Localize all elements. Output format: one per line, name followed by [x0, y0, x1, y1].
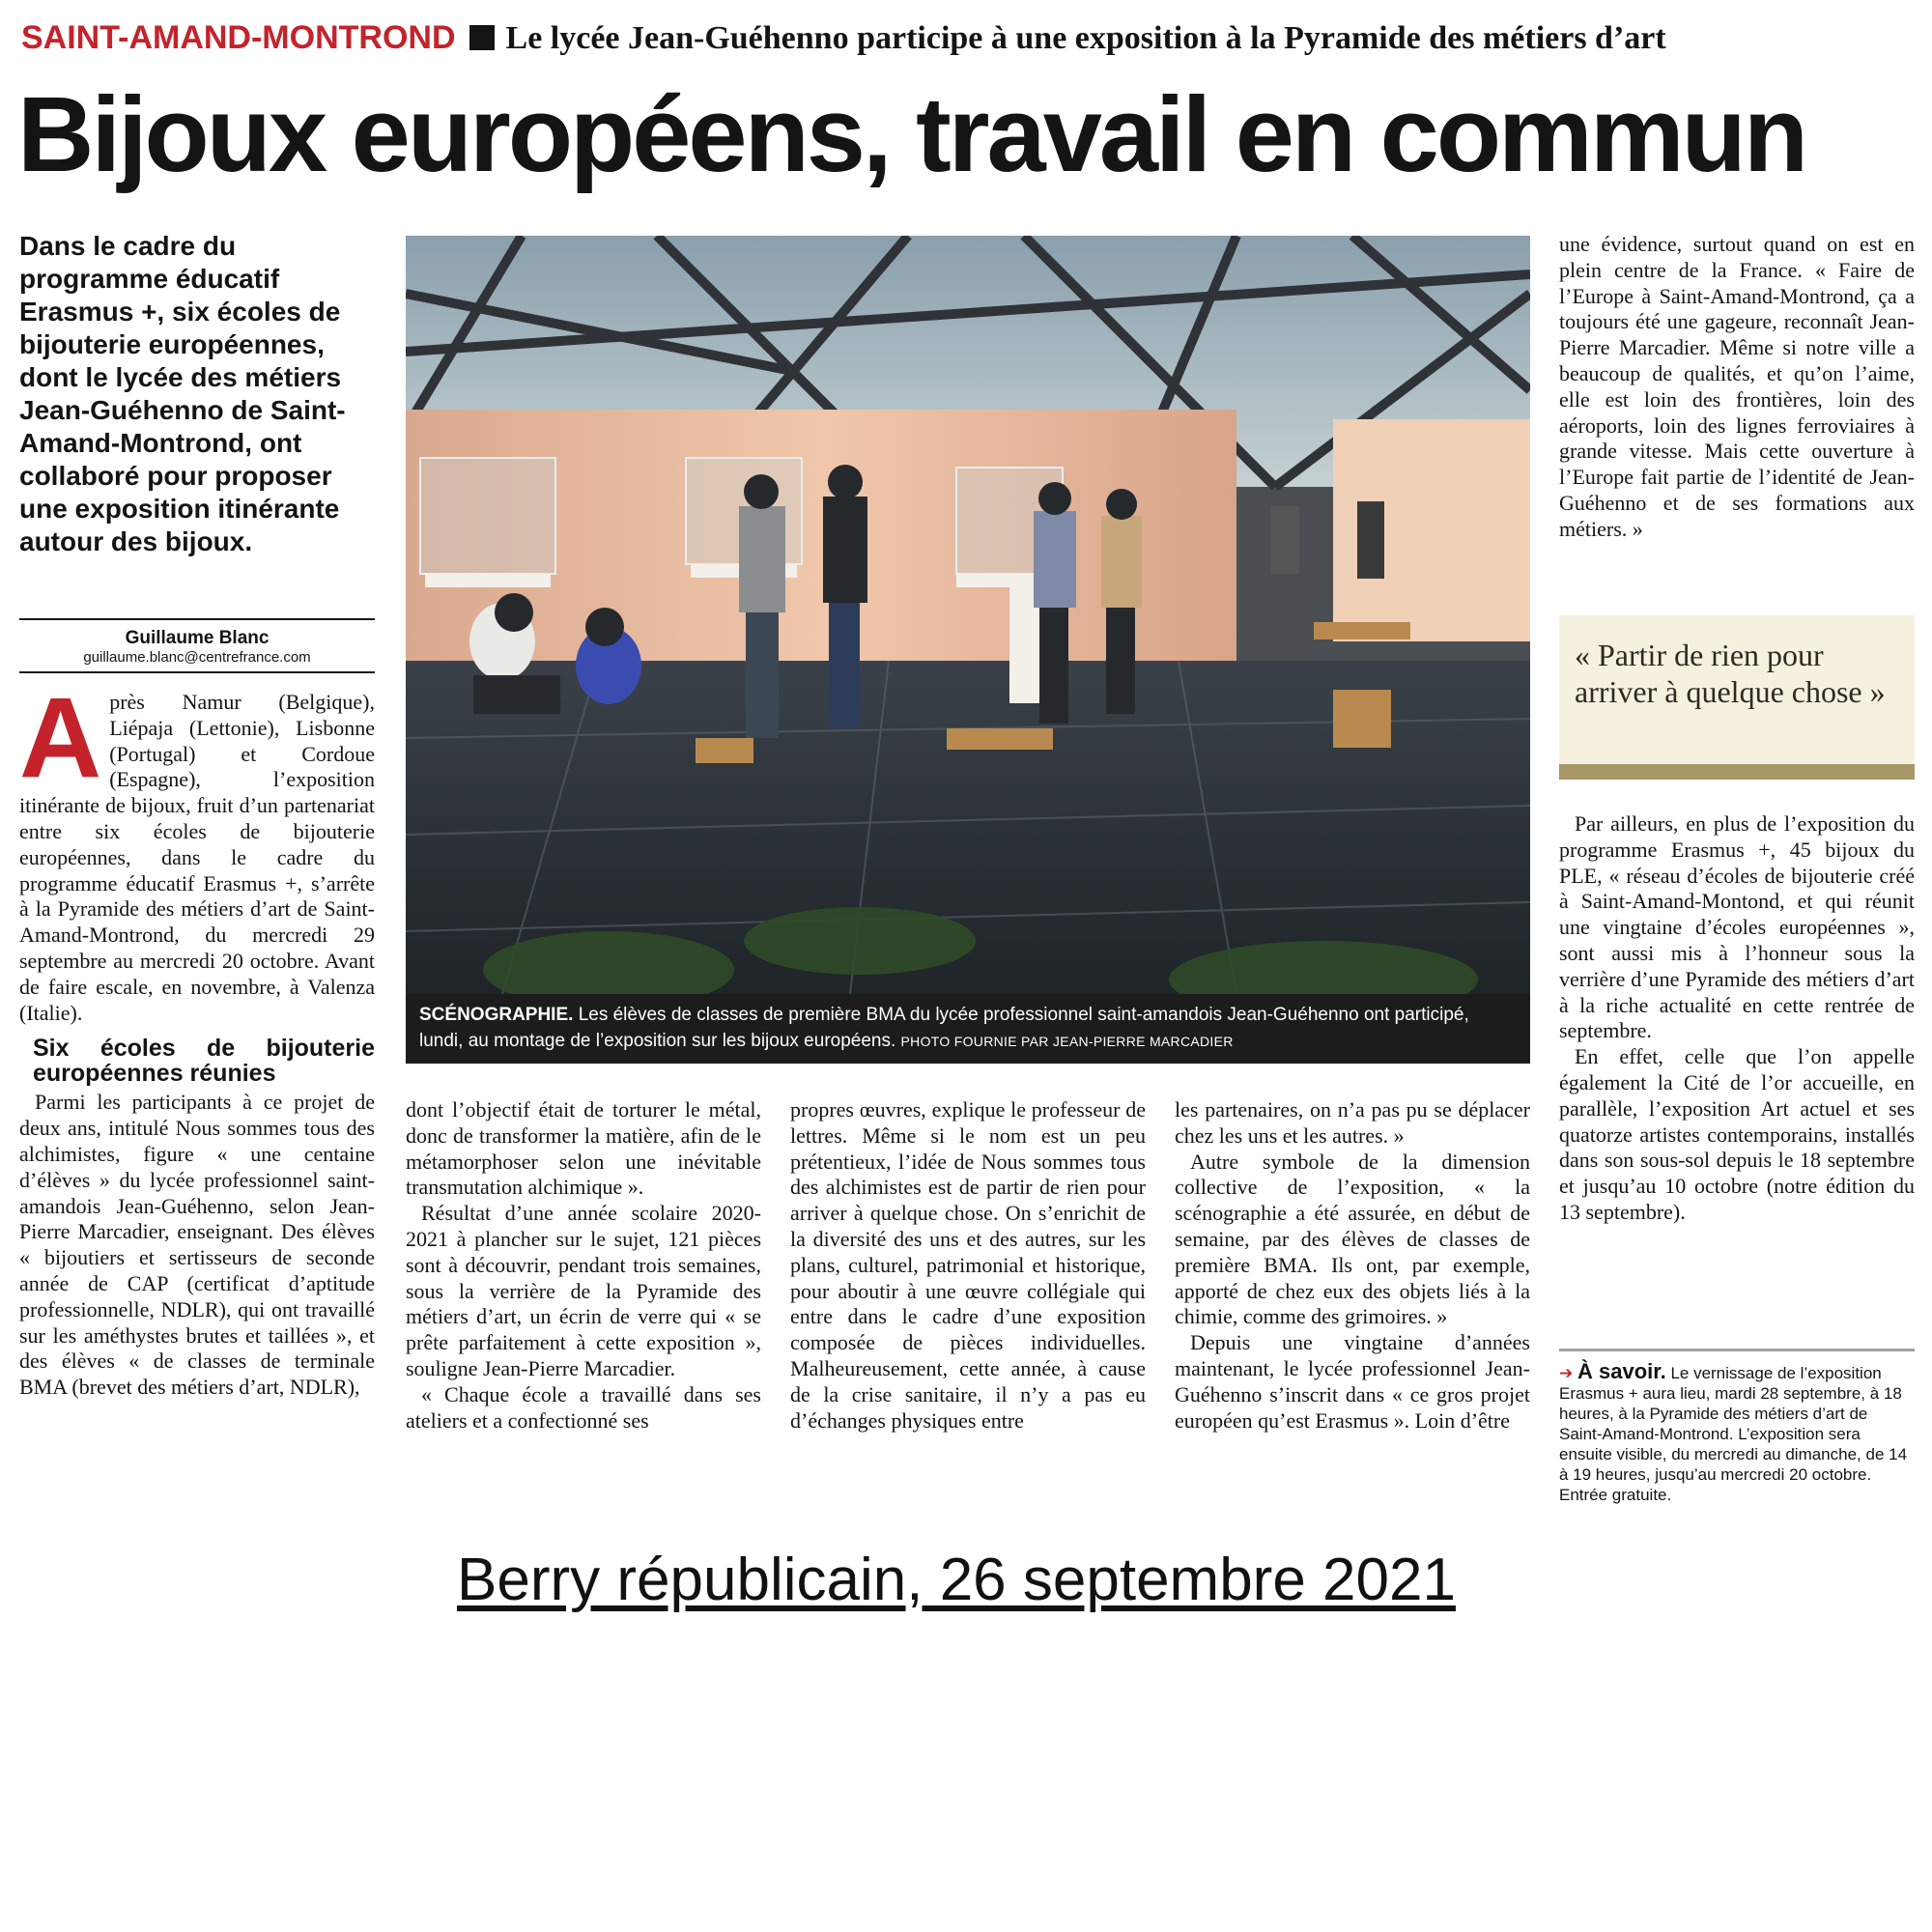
article-column-1	[19, 674, 375, 1401]
exhibition-photo-illustration	[406, 236, 1530, 994]
article-paragraph: dont l’objectif était de torturer le métal, donc de transformer la matière, afin de le métamorphoser selon une inévitable transmutation alchimique ».	[406, 1097, 761, 1200]
kicker-line	[21, 19, 1905, 57]
exhibition-photo	[406, 236, 1530, 994]
photo-caption	[406, 994, 1530, 1064]
subheading: Six écoles de bijouterie européennes réunies	[33, 1035, 375, 1088]
a-savoir-text: Le vernissage de l’exposition Erasmus + aura lieu, mardi 28 septembre, à 18 heures, à la Pyramide des métiers d’art de Saint-Amand-Montrond. L’exposition sera ensuite visible, du mercredi au dimanche, de 14 à 19 heures, jusqu’au mercredi 20 octobre. Entrée gratuite.	[1559, 1364, 1908, 1504]
author-email: guillaume.blanc@centrefrance.com	[83, 649, 311, 666]
article-column-5-bottom	[1559, 811, 1915, 1226]
byline	[19, 618, 375, 673]
article-paragraph: En effet, celle que l’on appelle également la Cité de l’or accueille, en parallèle, l’exposition Art actuel et ses quatorze artistes contemporains, installés dans son sous-sol depuis le 18 septembre et jusqu’au 10 octobre (notre édition du 13 septembre).	[1559, 1044, 1915, 1224]
article-lead: près Namur (Belgique), Liépaja (Lettonie), Lisbonne (Portugal) et Cordoue (Espagne), l’exposition itinérante de bijoux, fruit d’un partenariat entre six écoles de bijouterie européennes, dans le cadre du programme éducatif Erasmus +, s’arrête à la Pyramide des métiers d’art de Saint-Amand-Montrond, du mercredi 29 septembre au mercredi 20 octobre. Avant de faire escale, en novembre, à Valenza (Italie).	[19, 690, 375, 1025]
article-paragraph: propres œuvres, explique le professeur de lettres. Même si le nom est un peu prétentieux, l’idée de Nous sommes tous des alchimistes est de partir de rien pour arriver à quelque chose. On s’enrichit de la diversité des uns et des autres, sur les plans, culturel, patrimonial et historique, pour aboutir à une œuvre collégiale qui entre dans le cadre d’une exposition composée de pièces individuelles. Malheureusement, cette année, à cause de la crise sanitaire, il n’y a pas eu d’échanges physiques entre	[790, 1097, 1146, 1433]
a-savoir-title: À savoir.	[1577, 1359, 1666, 1383]
photo-credit: PHOTO FOURNIE PAR JEAN-PIERRE MARCADIER	[900, 1034, 1234, 1049]
caption-title: SCÉNOGRAPHIE.	[419, 1005, 574, 1025]
arrow-icon: ➔	[1559, 1364, 1574, 1382]
article-paragraph: Parmi les participants à ce projet de deux ans, intitulé Nous sommes tous des alchimistes, figure « une centaine d’élèves » du lycée professionnel saint-amandois Jean-Guéhenno, selon Jean-Pierre Marcadier, enseignant. Des élèves « bijoutiers et sertisseurs de seconde année de CAP (certificat d’aptitude professionnelle, NDLR), qui ont travaillé sur les améthystes brutes et taillées », et des élèves « de classes de terminale BMA (brevet des métiers d’art, NDLR),	[19, 1090, 375, 1400]
article-column-3	[790, 1097, 1146, 1434]
pull-quote: « Partir de rien pour arriver à quelque chose »	[1559, 615, 1915, 780]
author-name: Guillaume Blanc	[125, 628, 270, 648]
article-column-4	[1175, 1097, 1530, 1434]
chapo: Dans le cadre du programme éducatif Erasmus +, six écoles de bijouterie européennes, dont le lycée des métiers Jean-Guéhenno de Saint-Amand-Montrond, ont collaboré pour proposer une exposition itinérante autour des bijoux.	[19, 231, 346, 556]
a-savoir-box	[1559, 1349, 1915, 1505]
article-paragraph: Par ailleurs, en plus de l’exposition du programme Erasmus +, 45 bijoux du PLE, « réseau d’écoles de bijouterie créé à Saint-Amand-Montond, et qui réunit une vingtaine d’écoles européennes », sont aussi mis à l’honneur sous la verrière d’une Pyramide des métiers d’art à la riche actualité en cette rentrée de septembre.	[1559, 811, 1915, 1043]
article-paragraph: Autre symbole de la dimension collective de l’exposition, « la scénographie a été assurée, en début de semaine, par des élèves de classes de première BMA. Ils ont, par exemple, apporté de chez eux des objets liés à la chimie, comme des grimoires. »	[1175, 1149, 1530, 1329]
source-line: Berry républicain, 26 septembre 2021	[457, 1547, 1456, 1613]
article-paragraph: une évidence, surtout quand on est en plein centre de la France. « Faire de l’Europe à Saint-Amand-Montrond, ça a toujours été une gageure, reconnaît Jean-Pierre Marcadier. Même si notre ville a beaucoup de qualités, et qu’on l’aime, elle est loin des frontières, loin des aéroports, loin des lignes ferroviaires à grande vitesse. Mais cette ouverture à l’Europe fait partie de l’identité de Jean-Guéhenno et de ses formations aux métiers. »	[1559, 232, 1915, 541]
article-paragraph: Résultat d’une année scolaire 2020-2021 à plancher sur le sujet, 121 pièces sont à découvrir, pendant trois semaines, sous la verrière de la Pyramide des métiers d’art, un écrin de verre qui « se prête parfaitement à cette exposition », souligne Jean-Pierre Marcadier.	[406, 1201, 761, 1380]
article-column-5-top	[1559, 232, 1915, 543]
article-paragraph: « Chaque école a travaillé dans ses ateliers et a confectionné ses	[406, 1381, 761, 1433]
headline: Bijoux européens, travail en commun	[17, 75, 1806, 194]
article-column-2	[406, 1097, 761, 1434]
town-label: SAINT-AMAND-MONTROND	[21, 19, 456, 56]
kicker-text: Le lycée Jean-Guéhenno participe à une exposition à la Pyramide des métiers d’art	[505, 20, 1666, 56]
caption-text: Les élèves de classes de première BMA du lycée professionnel saint-amandois Jean-Guéhenno ont participé, lundi, au montage de l’exposition sur les bijoux européens.	[419, 1005, 1469, 1051]
article-paragraph: Depuis une vingtaine d’années maintenant, le lycée professionnel Jean-Guéhenno s’inscrit dans « ce gros projet européen qu’est Erasmus ». Loin d’être	[1175, 1330, 1530, 1433]
kicker-square-icon	[469, 25, 495, 50]
drop-cap: A	[19, 674, 102, 802]
article-paragraph: les partenaires, on n’a pas pu se déplacer chez les uns et les autres. »	[1175, 1097, 1530, 1148]
